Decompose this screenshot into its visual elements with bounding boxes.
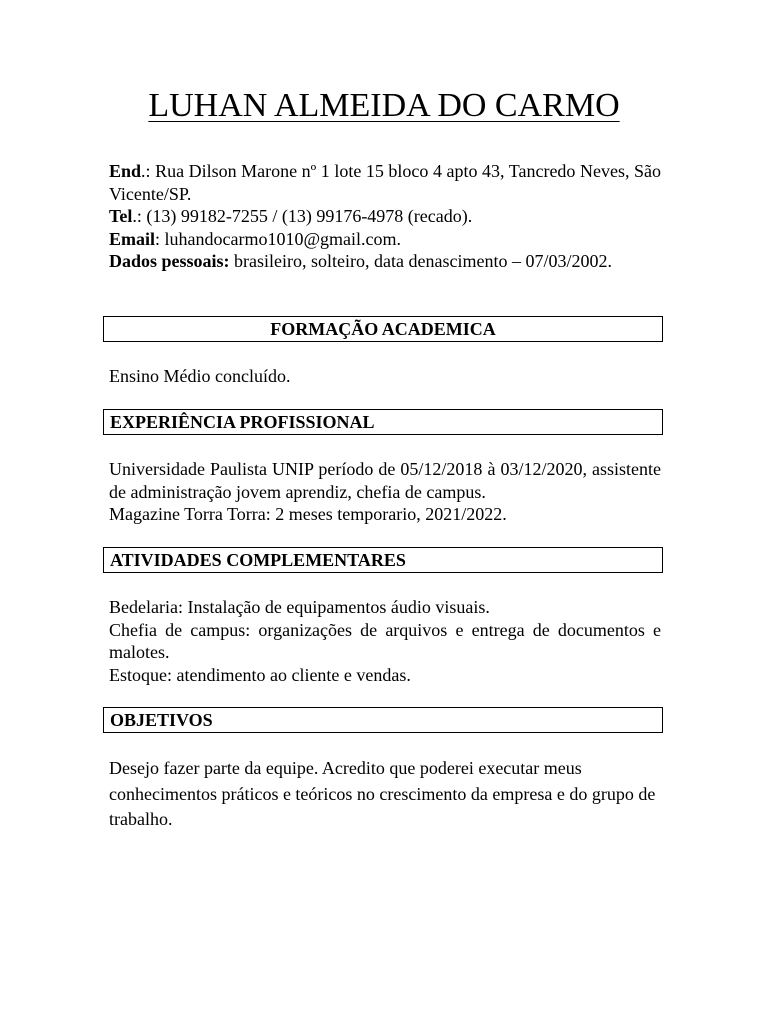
contact-block bbox=[109, 160, 661, 273]
address-label: End bbox=[109, 161, 142, 181]
personal-value: brasileiro, solteiro, data denascimento – 07/03/2002. bbox=[229, 251, 612, 271]
tel-value: .: (13) 99182-7255 / (13) 99176-4978 (recado). bbox=[132, 206, 473, 226]
education-body bbox=[109, 365, 661, 388]
activities-heading: ATIVIDADES COMPLEMENTARES bbox=[103, 547, 663, 573]
address-line bbox=[109, 160, 661, 205]
activities-body bbox=[109, 596, 661, 686]
candidate-name: LUHAN ALMEIDA DO CARMO bbox=[148, 87, 620, 124]
activities-line: Estoque: atendimento ao cliente e vendas. bbox=[109, 664, 411, 685]
resume-title bbox=[0, 86, 768, 126]
tel-line bbox=[109, 205, 661, 228]
personal-line bbox=[109, 250, 661, 273]
tel-label: Tel bbox=[109, 206, 133, 226]
objectives-line: Desejo fazer parte da equipe. Acredito que poderei executar meus conhecimentos práticos e teóricos no crescimento da empresa e do grupo de trabalho. bbox=[109, 758, 656, 829]
email-value: : luhandocarmo1010@gmail.com. bbox=[155, 228, 402, 249]
address-value: .: Rua Dilson Marone nº 1 lote 15 bloco 4 apto 43, Tancredo Neves, São Vicente/SP. bbox=[109, 161, 661, 204]
education-heading: FORMAÇÃO ACADEMICA bbox=[103, 316, 663, 342]
email-label: Email bbox=[109, 228, 156, 249]
activities-line: Chefia de campus: organizações de arquivos e entrega de documentos e malotes. bbox=[109, 619, 661, 662]
activities-line: Bedelaria: Instalação de equipamentos áudio visuais. bbox=[109, 597, 490, 617]
email-line bbox=[109, 228, 661, 251]
objectives-heading: OBJETIVOS bbox=[103, 707, 663, 733]
objectives-body bbox=[109, 756, 661, 833]
experience-line: Magazine Torra Torra: 2 meses temporario, 2021/2022. bbox=[109, 504, 507, 524]
personal-label: Dados pessoais: bbox=[109, 251, 230, 271]
experience-line: Universidade Paulista UNIP período de 05/12/2018 à 03/12/2020, assistente de administração jovem aprendiz, chefia de campus. bbox=[109, 459, 661, 502]
education-line: Ensino Médio concluído. bbox=[109, 366, 291, 386]
experience-body bbox=[109, 458, 661, 526]
experience-heading: EXPERIÊNCIA PROFISSIONAL bbox=[103, 409, 663, 435]
